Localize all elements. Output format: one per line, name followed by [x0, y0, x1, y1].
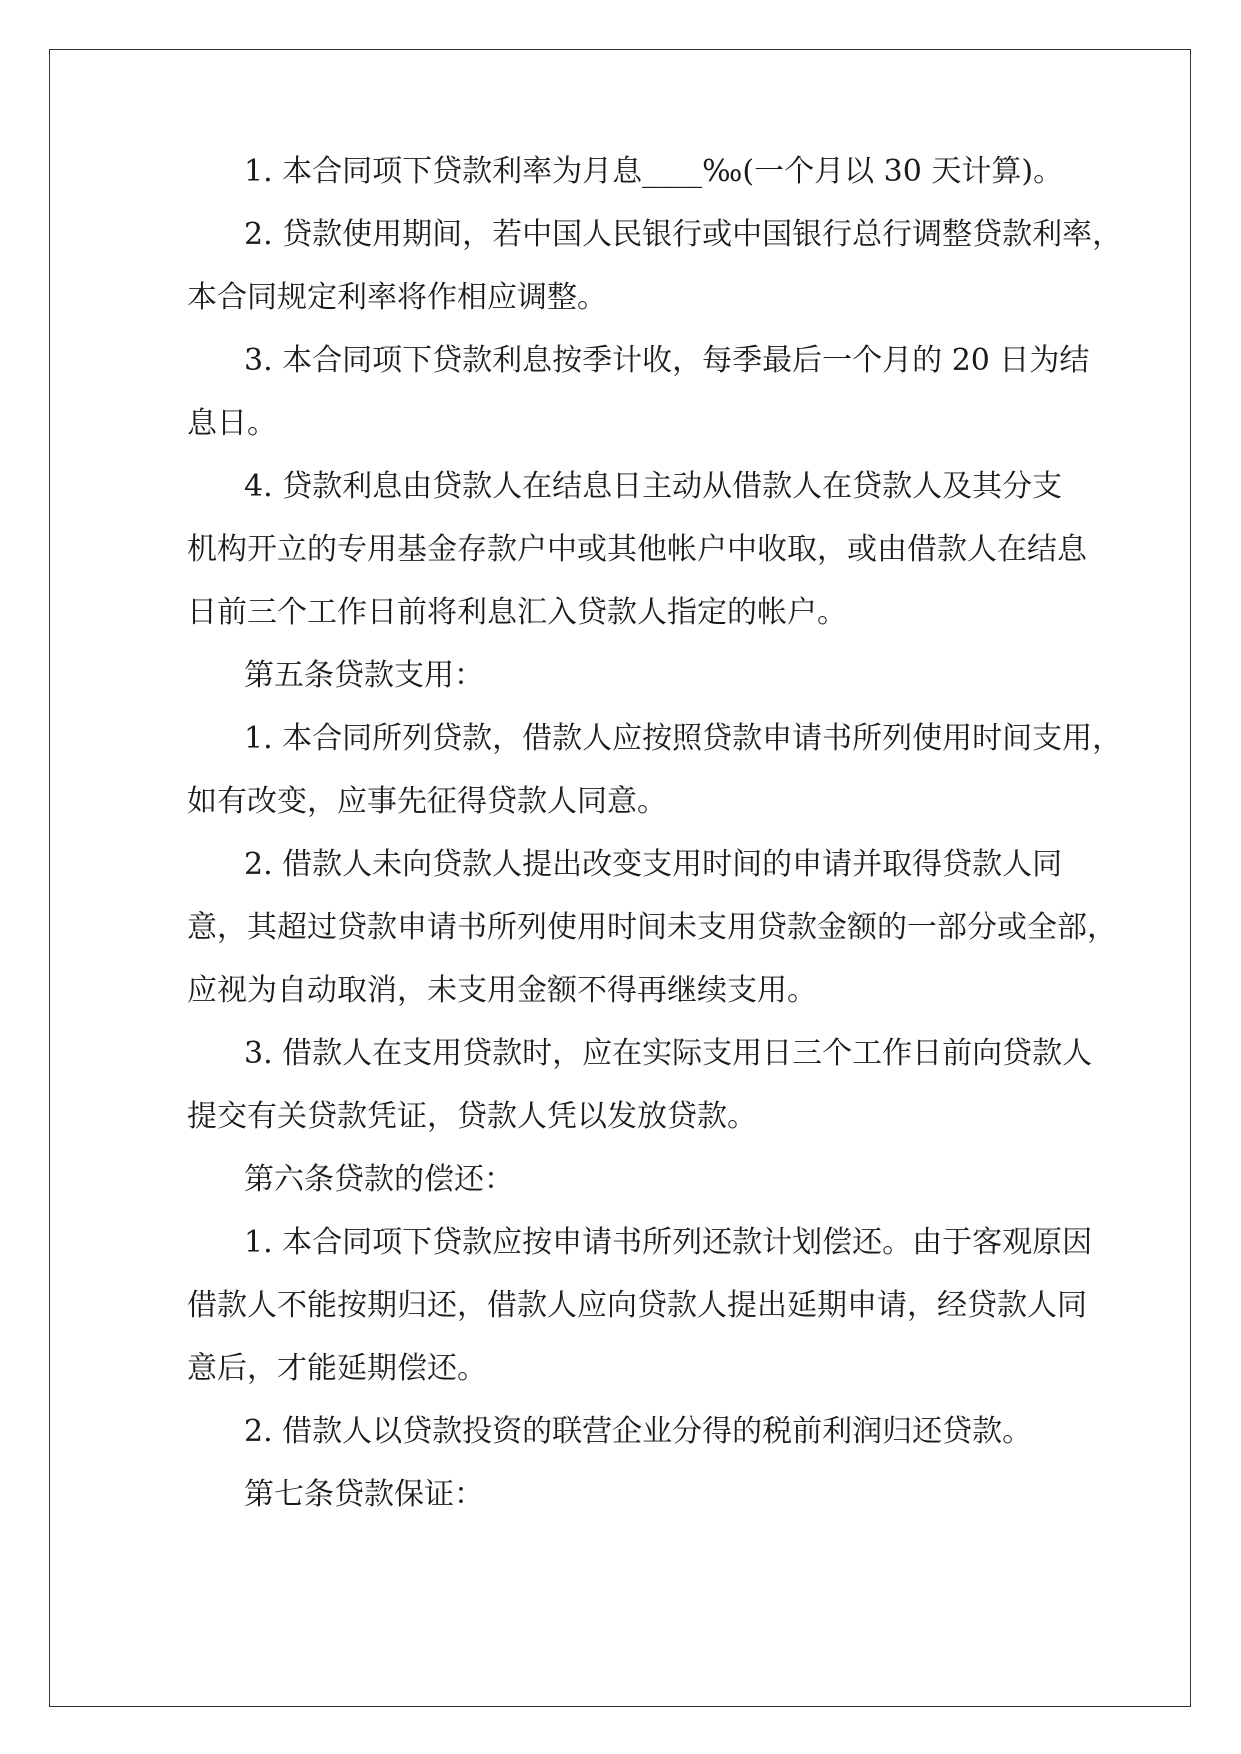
- text-line: 意后，才能延期偿还。: [187, 1351, 487, 1386]
- text-line: 借款人不能按期归还，借款人应向贷款人提出延期申请，经贷款人同: [187, 1288, 1087, 1323]
- text-line: 应视为自动取消，未支用金额不得再继续支用。: [187, 973, 817, 1008]
- text-line: 1. 本合同项下贷款利率为月息____‰(一个月以 30 天计算)。: [244, 154, 1064, 189]
- text-line: 机构开立的专用基金存款户中或其他帐户中收取，或由借款人在结息: [187, 532, 1087, 567]
- section-heading: 第七条贷款保证：: [244, 1477, 484, 1512]
- section-heading: 第五条贷款支用：: [244, 658, 484, 693]
- text-line: 1. 本合同项下贷款应按申请书所列还款计划偿还。由于客观原因: [244, 1225, 1093, 1260]
- text-line: 1. 本合同所列贷款，借款人应按照贷款申请书所列使用时间支用，: [244, 721, 1123, 756]
- text-line: 日前三个工作日前将利息汇入贷款人指定的帐户。: [187, 595, 847, 630]
- text-line: 本合同规定利率将作相应调整。: [187, 280, 607, 315]
- text-line: 如有改变，应事先征得贷款人同意。: [187, 784, 667, 819]
- text-line: 意，其超过贷款申请书所列使用时间未支用贷款金额的一部分或全部，: [187, 910, 1117, 945]
- text-line: 提交有关贷款凭证，贷款人凭以发放贷款。: [187, 1099, 757, 1134]
- text-line: 2. 借款人以贷款投资的联营企业分得的税前利润归还贷款。: [244, 1414, 1033, 1449]
- text-line: 2. 借款人未向贷款人提出改变支用时间的申请并取得贷款人同: [244, 847, 1063, 882]
- text-line: 息日。: [187, 406, 277, 441]
- text-line: 3. 借款人在支用贷款时，应在实际支用日三个工作日前向贷款人: [244, 1036, 1093, 1071]
- text-line: 3. 本合同项下贷款利息按季计收，每季最后一个月的 20 日为结: [244, 343, 1090, 378]
- text-line: 4. 贷款利息由贷款人在结息日主动从借款人在贷款人及其分支: [244, 469, 1063, 504]
- section-heading: 第六条贷款的偿还：: [244, 1162, 514, 1197]
- text-line: 2. 贷款使用期间，若中国人民银行或中国银行总行调整贷款利率，: [244, 217, 1123, 252]
